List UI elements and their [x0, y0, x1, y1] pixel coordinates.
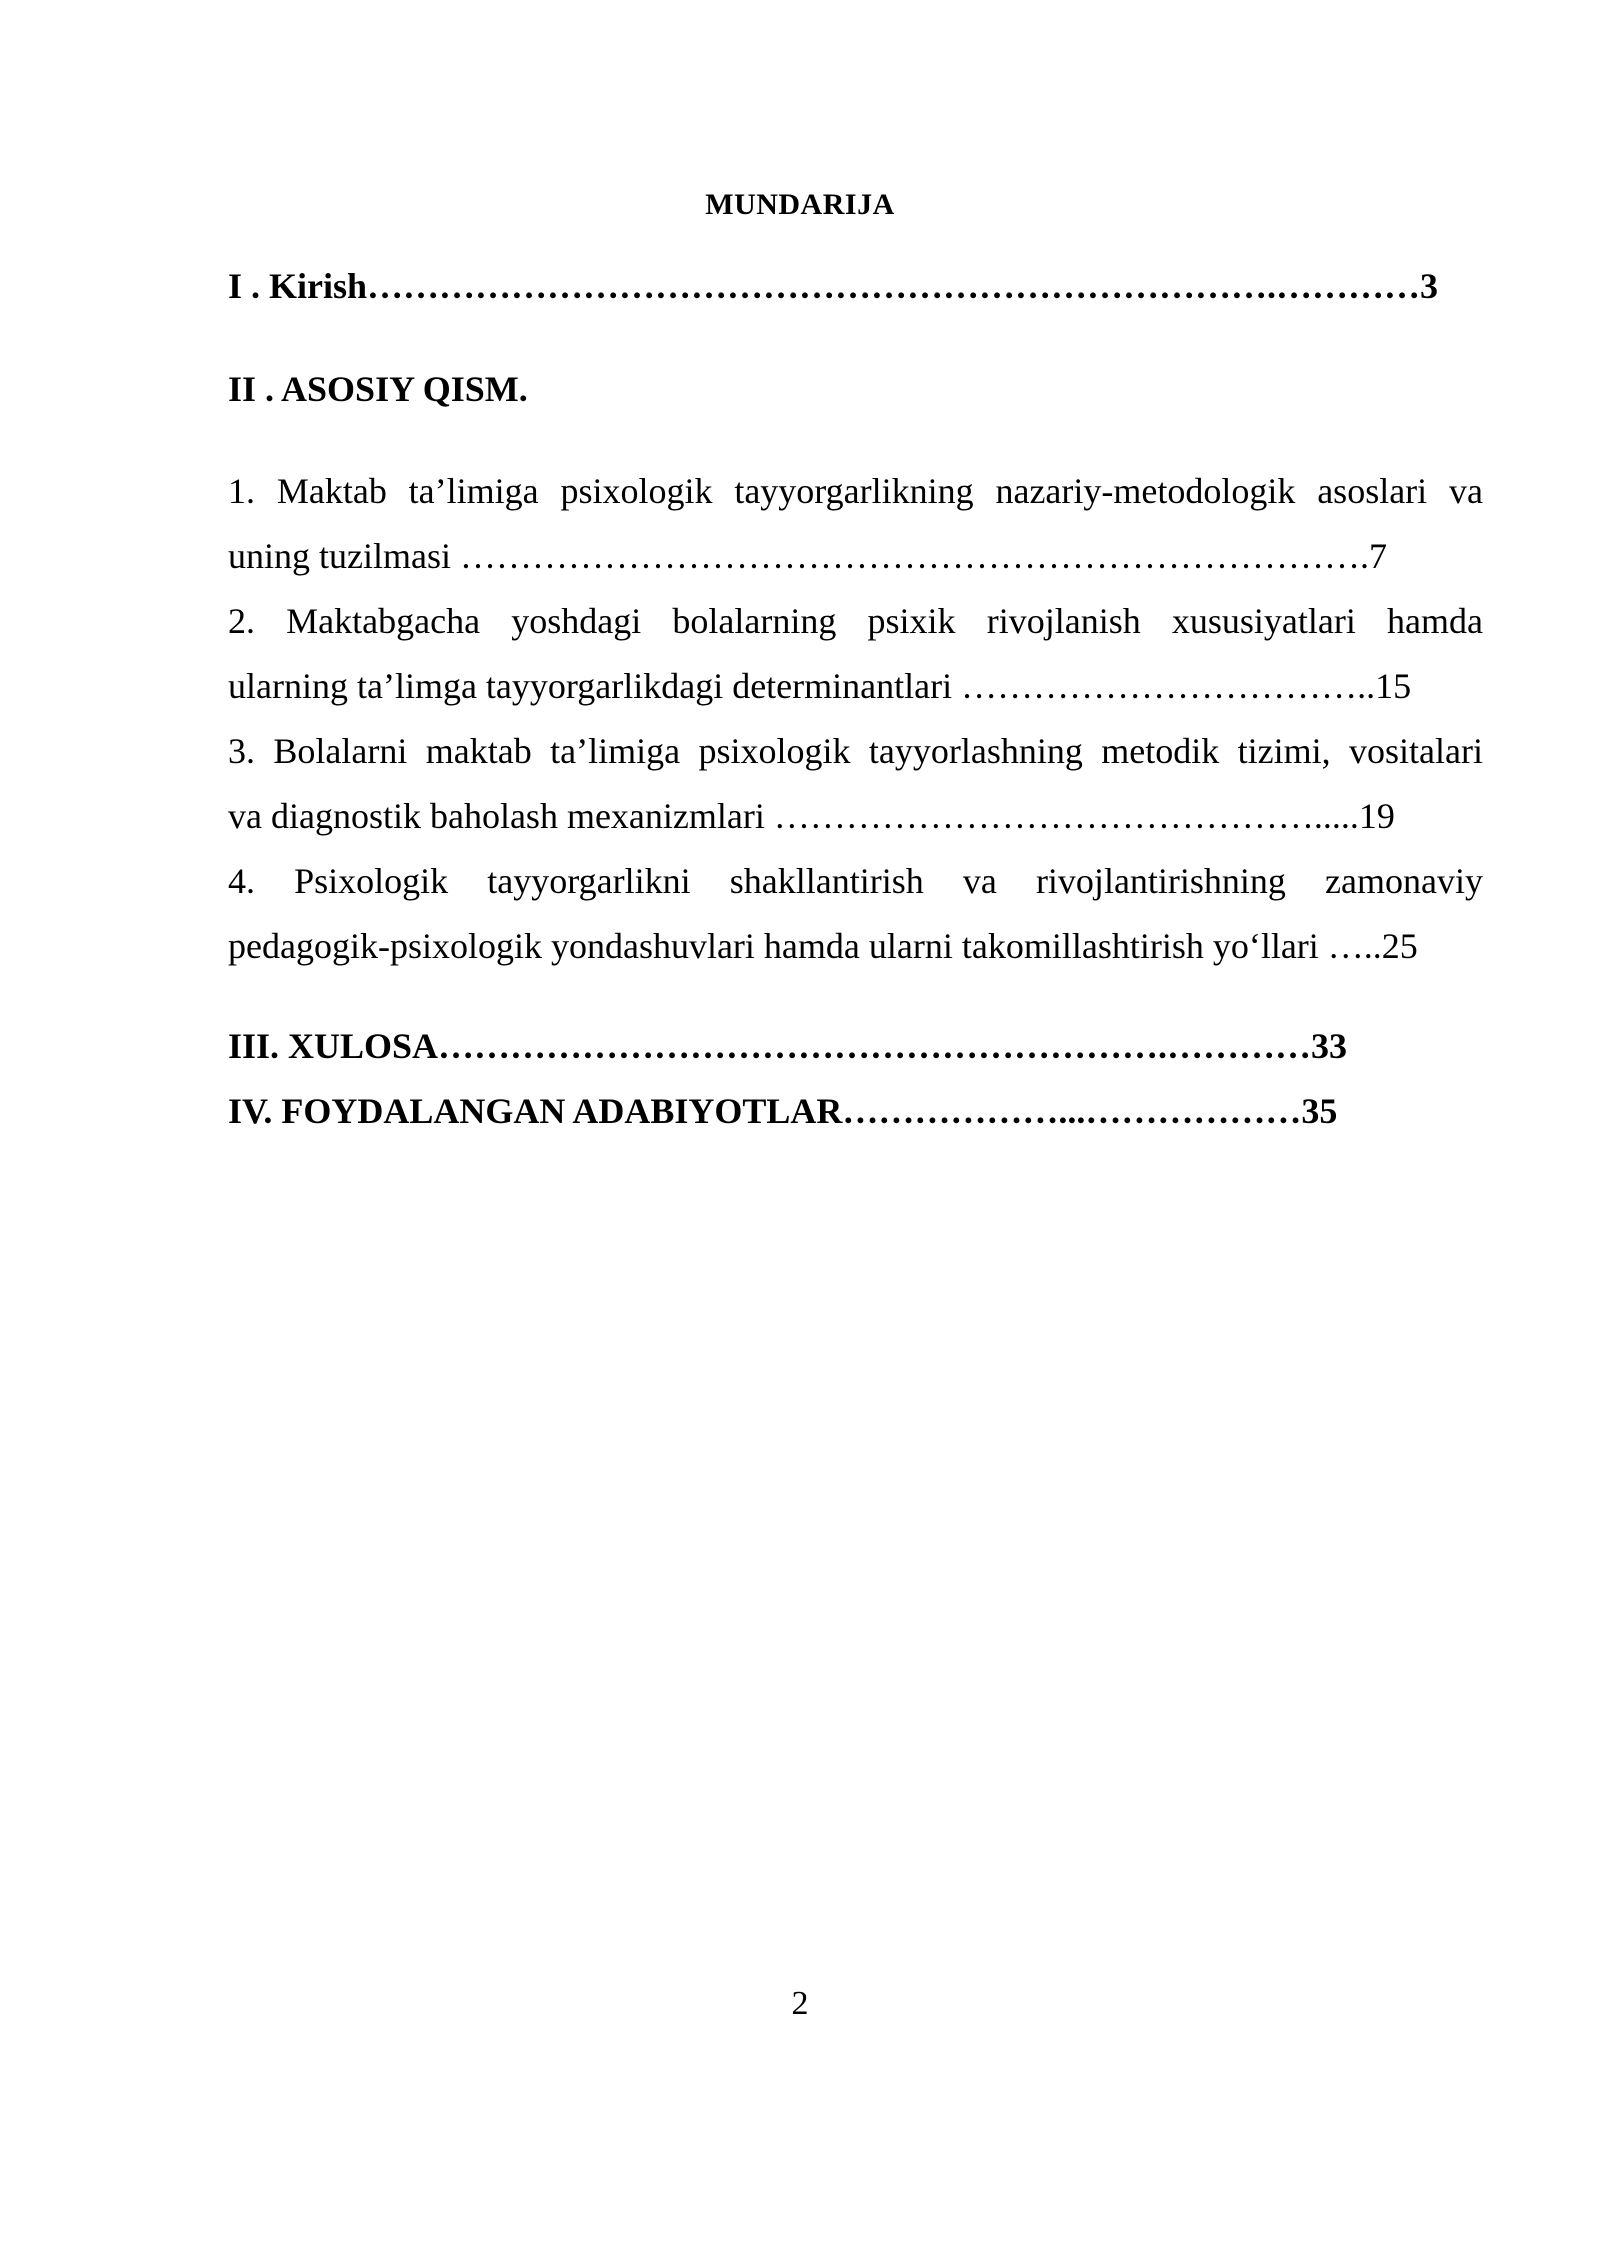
toc-item-3-line-2: va diagnostik baholash mexanizmlari ……………………………………….....19: [228, 796, 1395, 836]
toc-item-4-line-1: 4. Psixologik tayyorgarlikni shakllantirish va rivojlantirishning zamonaviy: [228, 861, 1483, 901]
toc-item-1-line-2: uning tuzilmasi ………………………………………………………………….7: [228, 536, 1387, 576]
toc-item-3-line-1: 3. Bolalarni maktab ta’limiga psixologik tayyorlashning metodik tizimi, vositalari: [228, 731, 1483, 771]
toc-entry-kirish: I . Kirish………………………………………………………………….…………3: [228, 266, 1439, 306]
toc-item-2-line-2: ularning ta’limga tayyorgarlikdagi determinantlari ……………………………..15: [228, 666, 1412, 706]
toc-entry-adabiyotlar: IV. FOYDALANGAN ADABIYOTLAR………………...………………35: [228, 1091, 1338, 1131]
toc-section-asosiy: II . ASOSIY QISM.: [228, 369, 528, 409]
toc-entry-xulosa: III. XULOSA…………………………………………………….…………33: [228, 1026, 1348, 1066]
toc-item-2-line-1: 2. Maktabgacha yoshdagi bolalarning psixik rivojlanish xususiyatlari hamda: [228, 601, 1483, 641]
toc-item-4-line-2: pedagogik-psixologik yondashuvlari hamda ularni takomillashtirish yo‘llari …..25: [228, 926, 1418, 966]
toc-item-1-line-1: 1. Maktab ta’limiga psixologik tayyorgarlikning nazariy-metodologik asoslari va: [228, 471, 1483, 511]
page-number: 2: [791, 1985, 809, 2022]
page-title: MUNDARIJA: [705, 188, 895, 221]
